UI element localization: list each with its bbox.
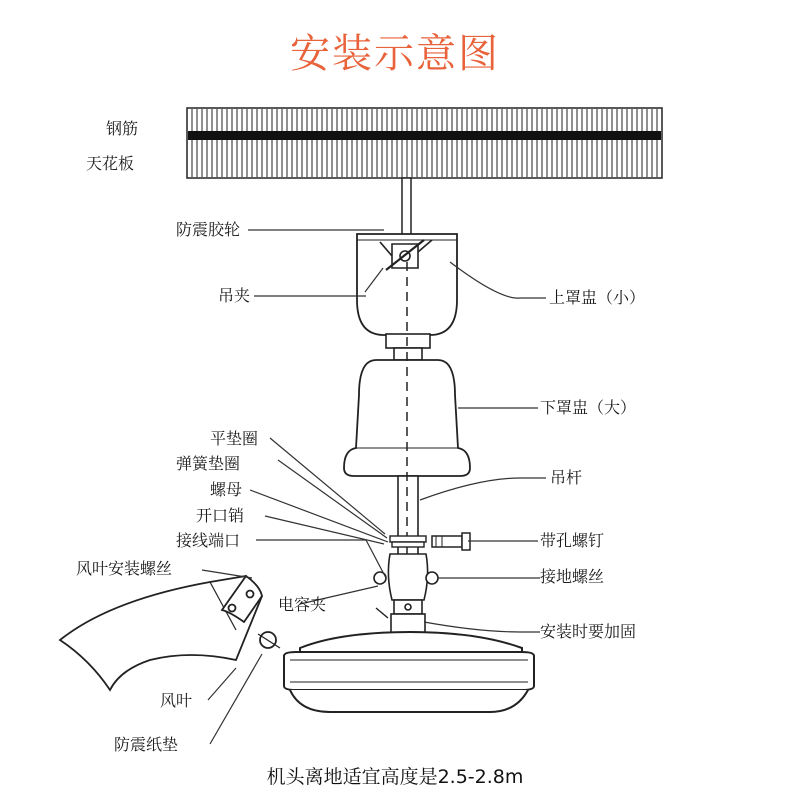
motor-body: [284, 632, 534, 712]
label-paper-pad: 防震纸垫: [114, 735, 179, 754]
label-hole-screw: 带孔螺钉: [540, 531, 605, 550]
label-ground-screw: 接地螺丝: [540, 567, 605, 586]
label-cotter-pin: 开口销: [196, 506, 245, 525]
ceiling-slab: [187, 108, 662, 178]
label-down-rod: 吊杆: [550, 468, 583, 487]
fan-blade: [60, 576, 280, 690]
rebar-bar: [188, 131, 661, 140]
label-blade-screw: 风叶安装螺丝: [76, 559, 173, 578]
label-upper-cover: 上罩盅（小）: [549, 288, 646, 307]
label-terminal-port: 接线端口: [176, 531, 241, 550]
height-caption: 机头离地适宜高度是2.5-2.8m: [266, 766, 524, 788]
label-blade: 风叶: [160, 691, 193, 710]
label-capacitor-clip: 电容夹: [278, 595, 327, 614]
label-lower-cover: 下罩盅（大）: [540, 398, 637, 417]
label-flat-washer: 平垫圈: [210, 429, 259, 448]
label-secure-note: 安装时要加固: [540, 622, 637, 641]
neck-connector: [386, 334, 430, 360]
fastener-stack: [390, 536, 426, 547]
page-title: 安装示意图: [290, 31, 500, 77]
label-nut: 螺母: [210, 480, 243, 499]
label-rubber-wheel: 防震胶轮: [176, 220, 241, 239]
motor-coupler: [374, 554, 438, 634]
label-ceiling: 天花板: [86, 154, 135, 173]
label-hanger-clamp: 吊夹: [218, 286, 251, 305]
label-spring-washer: 弹簧垫圈: [176, 454, 241, 473]
hole-screw: [432, 533, 470, 550]
ceiling-rod: [402, 178, 411, 240]
label-rebar: 钢筋: [106, 119, 139, 138]
